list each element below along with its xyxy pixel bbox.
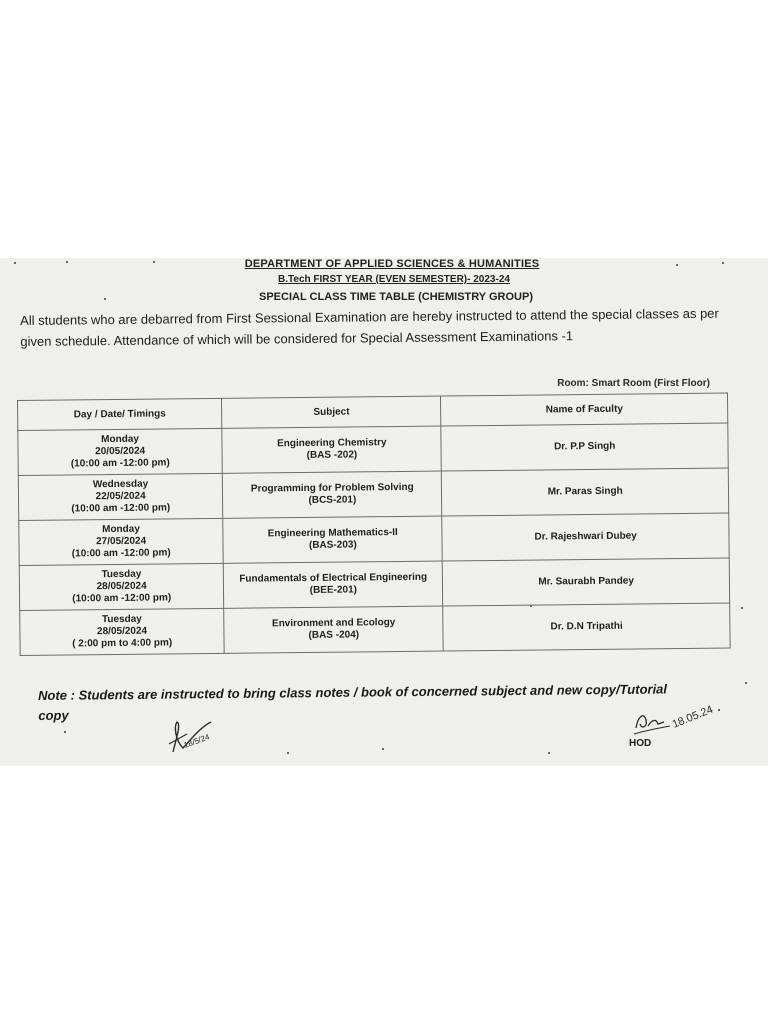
timetable-title: SPECIAL CLASS TIME TABLE (CHEMISTRY GROUP) <box>259 291 533 303</box>
header-subject: Subject <box>222 396 441 428</box>
date-text: 22/05/2024 <box>95 490 146 503</box>
subject-text: Fundamentals of Electrical Engineering <box>239 571 428 585</box>
table-row <box>19 513 729 565</box>
subject-cell <box>224 606 444 653</box>
day-date-cell <box>19 518 224 565</box>
subject-text: Environment and Ecology <box>271 617 396 630</box>
day-text: Wednesday <box>92 478 149 491</box>
department-heading: DEPARTMENT OF APPLIED SCIENCES & HUMANITIES <box>244 258 540 270</box>
day-text: Tuesday <box>101 568 142 581</box>
table-row <box>18 468 728 520</box>
day-text: Tuesday <box>101 613 142 626</box>
faculty-cell: Mr. Saurabh Pandey <box>443 558 730 606</box>
faculty-cell: Mr. Paras Singh <box>442 468 729 516</box>
day-date-cell <box>18 473 223 520</box>
subject-code: (BCS-201) <box>308 494 357 506</box>
table-row <box>19 558 729 610</box>
subject-code: (BAS -202) <box>306 449 358 461</box>
intro-paragraph: All students who are debarred from First Sessional Examination are hereby instructed to attend the special classes as per given schedule. Attendance of which will be considered for Special Assessment Examinations -1 <box>20 305 719 349</box>
subject-text: Programming for Problem Solving <box>250 481 414 495</box>
document-sheet <box>0 258 768 766</box>
subject-code: (BAS -204) <box>308 629 360 641</box>
scan-speck <box>64 731 66 733</box>
subject-cell <box>223 471 443 518</box>
time-text: (10:00 am -12:00 pm) <box>71 547 171 560</box>
signature-right-date: 18.05.24 <box>670 703 715 731</box>
day-date-cell <box>18 428 223 475</box>
scan-speck <box>382 748 384 750</box>
time-text: (10:00 am -12:00 pm) <box>71 502 171 515</box>
faculty-cell: Dr. Rajeshwari Dubey <box>442 513 729 561</box>
table-row <box>20 603 730 655</box>
signature-right <box>630 698 735 742</box>
header-day-date-timings: Day / Date/ Timings <box>18 398 223 430</box>
scan-speck <box>745 682 747 684</box>
subject-cell <box>223 561 443 608</box>
day-text: Monday <box>101 433 139 446</box>
faculty-cell: Dr. D.N Tripathi <box>443 603 730 651</box>
date-text: 20/05/2024 <box>95 445 146 458</box>
subject-text: Engineering Chemistry <box>277 437 387 450</box>
subject-code: (BAS-203) <box>308 539 357 551</box>
scan-speck <box>741 607 743 609</box>
room-label: Room: Smart Room (First Floor) <box>557 378 710 389</box>
signature-left <box>165 718 235 758</box>
date-text: 27/05/2024 <box>96 535 147 548</box>
subject-cell <box>222 426 442 473</box>
subject-cell <box>223 516 443 563</box>
date-text: 28/05/2024 <box>96 625 148 638</box>
time-text: ( 2:00 pm to 4:00 pm) <box>72 637 173 650</box>
day-date-cell <box>19 563 224 610</box>
scan-speck <box>287 752 289 754</box>
subject-code: (BEE-201) <box>309 584 358 596</box>
schedule-table <box>17 393 731 656</box>
year-heading: B.Tech FIRST YEAR (EVEN SEMESTER)- 2023-24 <box>278 274 510 285</box>
table-row <box>18 423 728 475</box>
note-text: Note : Students are instructed to bring class notes / book of concerned subject and new copy/Tutorial copy <box>38 681 668 723</box>
header-faculty: Name of Faculty <box>441 393 728 426</box>
time-text: (10:00 am -12:00 pm) <box>70 457 170 470</box>
time-text: (10:00 am -12:00 pm) <box>72 592 172 605</box>
day-date-cell <box>20 608 225 655</box>
day-text: Monday <box>102 523 140 536</box>
date-text: 28/05/2024 <box>96 580 147 593</box>
signature-left-date: 18/5/24 <box>182 732 211 750</box>
scan-speck <box>548 752 550 754</box>
hod-label: HOD <box>629 738 652 749</box>
faculty-cell: Dr. P.P Singh <box>441 423 728 471</box>
subject-text: Engineering Mathematics-II <box>267 527 398 540</box>
